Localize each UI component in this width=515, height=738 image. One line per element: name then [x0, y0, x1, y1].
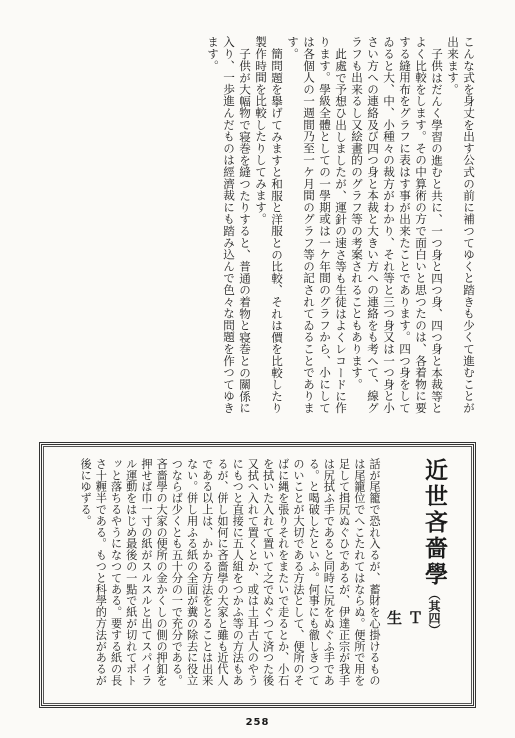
page-number: 258 [245, 717, 270, 728]
paragraph: 此處で予想ひ出しましたが、運針の速さ等も生徒はよくレコードに作ります。學級全體としての一學期或は一ケ年間のグラフから、小にしては各個人の一週間乃至一ケ月間のグラフ等の記されてゐることであります。 [286, 36, 348, 414]
article-body [78, 458, 382, 690]
paragraph: 子供はだんく學習の進むと共に、一つ身と四つ身、四つ身と本裁等とよく比較をします。その中算術の方で面白いと思つたのは、各着物に要する縫用布をグラフに表はす事が出来たことであります。四つ身をしてゐると大、中、小種々の裁方がわかり、それ等と三つ身又は一つ身と小さい方への連絡及び四つ身と本裁と大きい方への連絡をも考へて、線グラフも出来るし又絵畫的のグラフ等の考案されることもあります。 [350, 36, 444, 414]
article-title-text: 近世吝嗇學 [421, 458, 448, 588]
paragraph: 子供が大幅物で寝巻を縫つたりすると、普通の着物と寝巻との關係に入り、一歩進んだものは經濟裁にも踏み込んで色々な問題を作つてゆきます。 [206, 36, 252, 414]
article-paragraph: 話が尾籠で恐れ入るが、蓄財を心掛けるものは尾籠位でへこたれてはならぬ。便所で用を足して揖尻ぬぐひであるが、伊達正宗が我手は尻拭ふ手であると同時に尻をぬぐふ手である。と喝破したといふ。何事にも徹しきつてのいことが大切である方法として、便所のそばに縄を張りそれをまたいで走るとか、小石を拭いた入れて置いて之でぬぐつて済つた後又拭へ入れて置くとか、或は土耳古人のやうにもつと直接に五人組をつかふ等の方法もあるが、併し如何に吝嗇學の大家と雖も近代人である以上は、かかる方法をとることは出来ない。併し用ふる紙の全面が糞の除去に役立つならば少くとも五十分の一で充分である。吝嗇學の大家の便所の金かくしの側の押釦を押せば巾一寸の紙がスルスルと出てスパイラル運動をはじめ最後の一點で紙が切れてポトッと落ちるやうになつてある。要する紙の長さ十糎半である。もつと科學的方法があるが後にゆずる。 [79, 458, 381, 686]
article-author: Ｔ 生 [385, 610, 424, 664]
paragraph: 簡問題を擧げてみますと和服と洋服との比較、それは價を比較したり製作時間を比較したりしてみます。 [254, 36, 284, 414]
paragraph: こんな式を身丈を出す公式の前に補つてゆくと踏きも少くて進むことが出来ます。 [446, 36, 476, 414]
article-subtitle: （其四） [427, 588, 441, 636]
upper-body-text [52, 36, 477, 418]
